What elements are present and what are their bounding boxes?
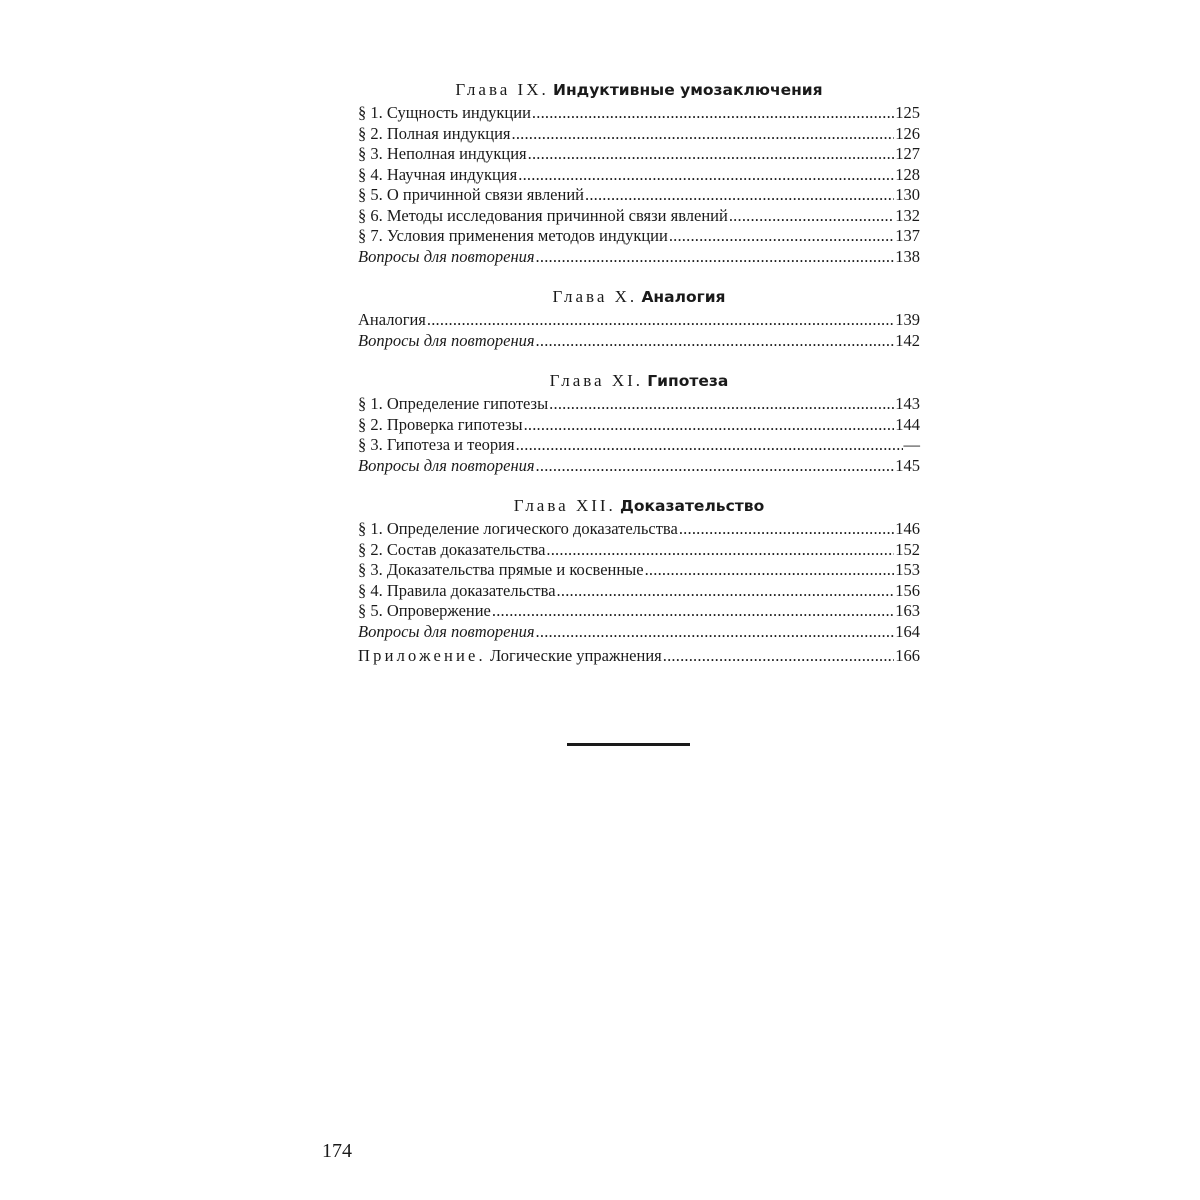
entry-label: § 2. Проверка гипотезы xyxy=(358,414,523,434)
dot-leader xyxy=(536,622,895,643)
entry-label: § 2. Состав доказательства xyxy=(358,539,546,559)
toc-entry[interactable] xyxy=(358,310,920,331)
page-number: 174 xyxy=(322,1140,352,1162)
entry-page: 144 xyxy=(895,414,920,434)
entry-label: § 1. Определение логического доказательства xyxy=(358,519,678,538)
entry-label: Вопросы для повторения xyxy=(358,246,535,266)
entry-page: 153 xyxy=(895,560,920,579)
toc-entry[interactable] xyxy=(358,415,920,436)
entry-label: Вопросы для повторения xyxy=(358,455,535,475)
entry-page: 132 xyxy=(895,205,920,225)
chapter-heading xyxy=(358,494,920,518)
chapter-prefix: Глава IX. xyxy=(455,80,549,99)
entry-label: § 3. Доказательства прямые и косвенные xyxy=(358,560,644,579)
chapter-heading xyxy=(358,78,920,102)
dot-leader xyxy=(546,540,894,561)
entry-label: § 3. Гипотеза и теория xyxy=(358,435,515,454)
dot-leader xyxy=(557,581,895,602)
dot-leader xyxy=(528,144,895,165)
chapter-title: Доказательство xyxy=(620,497,765,515)
toc-entry[interactable] xyxy=(358,206,920,227)
chapter-11 xyxy=(358,369,920,476)
toc-entry[interactable] xyxy=(358,540,920,561)
dot-leader xyxy=(585,185,894,206)
dot-leader xyxy=(518,165,894,186)
entry-page: 130 xyxy=(895,185,920,204)
entry-label: § 3. Неполная индукция xyxy=(358,144,527,163)
dot-leader xyxy=(516,435,903,456)
dot-leader xyxy=(524,415,895,436)
chapter-heading xyxy=(358,285,920,309)
dot-leader xyxy=(536,331,895,352)
table-of-contents xyxy=(358,78,920,667)
toc-entry[interactable] xyxy=(358,226,920,247)
dot-leader xyxy=(536,247,895,268)
entry-page: 126 xyxy=(895,123,920,143)
entry-page: 128 xyxy=(895,164,920,184)
toc-entry[interactable] xyxy=(358,103,920,124)
chapter-heading xyxy=(358,369,920,393)
entry-label: § 7. Условия применения методов индукции xyxy=(358,226,668,245)
chapter-title: Аналогия xyxy=(641,288,726,306)
entry-page: 166 xyxy=(895,646,920,665)
entry-label: § 2. Полная индукция xyxy=(358,123,511,143)
entry-page: 152 xyxy=(895,539,920,559)
dot-leader xyxy=(492,601,894,622)
chapter-10 xyxy=(358,285,920,351)
entry-page: — xyxy=(903,435,920,454)
toc-entry[interactable] xyxy=(358,165,920,186)
entry-page: 127 xyxy=(895,144,920,163)
toc-entry-review-questions[interactable] xyxy=(358,622,920,643)
entry-label: § 5. Опровержение xyxy=(358,601,491,620)
toc-entry[interactable] xyxy=(358,435,920,456)
dot-leader xyxy=(645,560,895,581)
dot-leader xyxy=(536,456,895,477)
dot-leader xyxy=(549,394,894,415)
toc-entry-review-questions[interactable] xyxy=(358,456,920,477)
dot-leader xyxy=(427,310,894,331)
entry-page: 125 xyxy=(895,103,920,122)
toc-entry-review-questions[interactable] xyxy=(358,247,920,268)
entry-page: 142 xyxy=(895,330,920,350)
toc-entry[interactable] xyxy=(358,124,920,145)
toc-entry[interactable] xyxy=(358,519,920,540)
dot-leader xyxy=(532,103,894,124)
toc-entry-review-questions[interactable] xyxy=(358,331,920,352)
entry-label: § 5. О причинной связи явлений xyxy=(358,185,584,204)
chapter-prefix: Глава XI. xyxy=(549,371,644,390)
entry-label: § 4. Правила доказательства xyxy=(358,580,556,600)
appendix-label xyxy=(358,646,662,667)
dot-leader xyxy=(669,226,894,247)
entry-label: § 1. Определение гипотезы xyxy=(358,394,549,413)
dot-leader xyxy=(512,124,895,145)
end-rule-divider xyxy=(567,743,690,746)
entry-page: 143 xyxy=(895,394,920,413)
entry-page: 156 xyxy=(895,580,920,600)
entry-label: Вопросы для повторения xyxy=(358,330,535,350)
entry-page: 138 xyxy=(895,246,920,266)
entry-label: § 4. Научная индукция xyxy=(358,164,518,184)
appendix-prefix: Приложение. xyxy=(358,646,486,665)
dot-leader xyxy=(729,206,894,227)
chapter-title: Гипотеза xyxy=(647,372,729,390)
entry-page: 145 xyxy=(895,455,920,475)
chapter-12 xyxy=(358,494,920,642)
toc-entry[interactable] xyxy=(358,185,920,206)
entry-page: 163 xyxy=(895,601,920,620)
entry-label: Вопросы для повторения xyxy=(358,621,535,641)
entry-page: 139 xyxy=(895,310,920,329)
entry-label: § 1. Сущность индукции xyxy=(358,103,531,122)
entry-label: § 6. Методы исследования причинной связи явлений xyxy=(358,205,728,225)
toc-entry[interactable] xyxy=(358,560,920,581)
entry-label: Аналогия xyxy=(358,310,426,329)
toc-entry[interactable] xyxy=(358,144,920,165)
chapter-title: Индуктивные умозаключения xyxy=(553,81,823,99)
dot-leader xyxy=(679,519,894,540)
chapter-9 xyxy=(358,78,920,267)
toc-entry-appendix[interactable] xyxy=(358,646,920,667)
entry-page: 137 xyxy=(895,226,920,245)
entry-page: 146 xyxy=(895,519,920,538)
chapter-prefix: Глава XII. xyxy=(513,496,616,515)
appendix-title: Логические упражнения xyxy=(490,646,662,665)
entry-page: 164 xyxy=(895,621,920,641)
chapter-prefix: Глава X. xyxy=(552,287,638,306)
toc-entry[interactable] xyxy=(358,601,920,622)
toc-entry[interactable] xyxy=(358,394,920,415)
toc-entry[interactable] xyxy=(358,581,920,602)
dot-leader xyxy=(663,646,894,667)
